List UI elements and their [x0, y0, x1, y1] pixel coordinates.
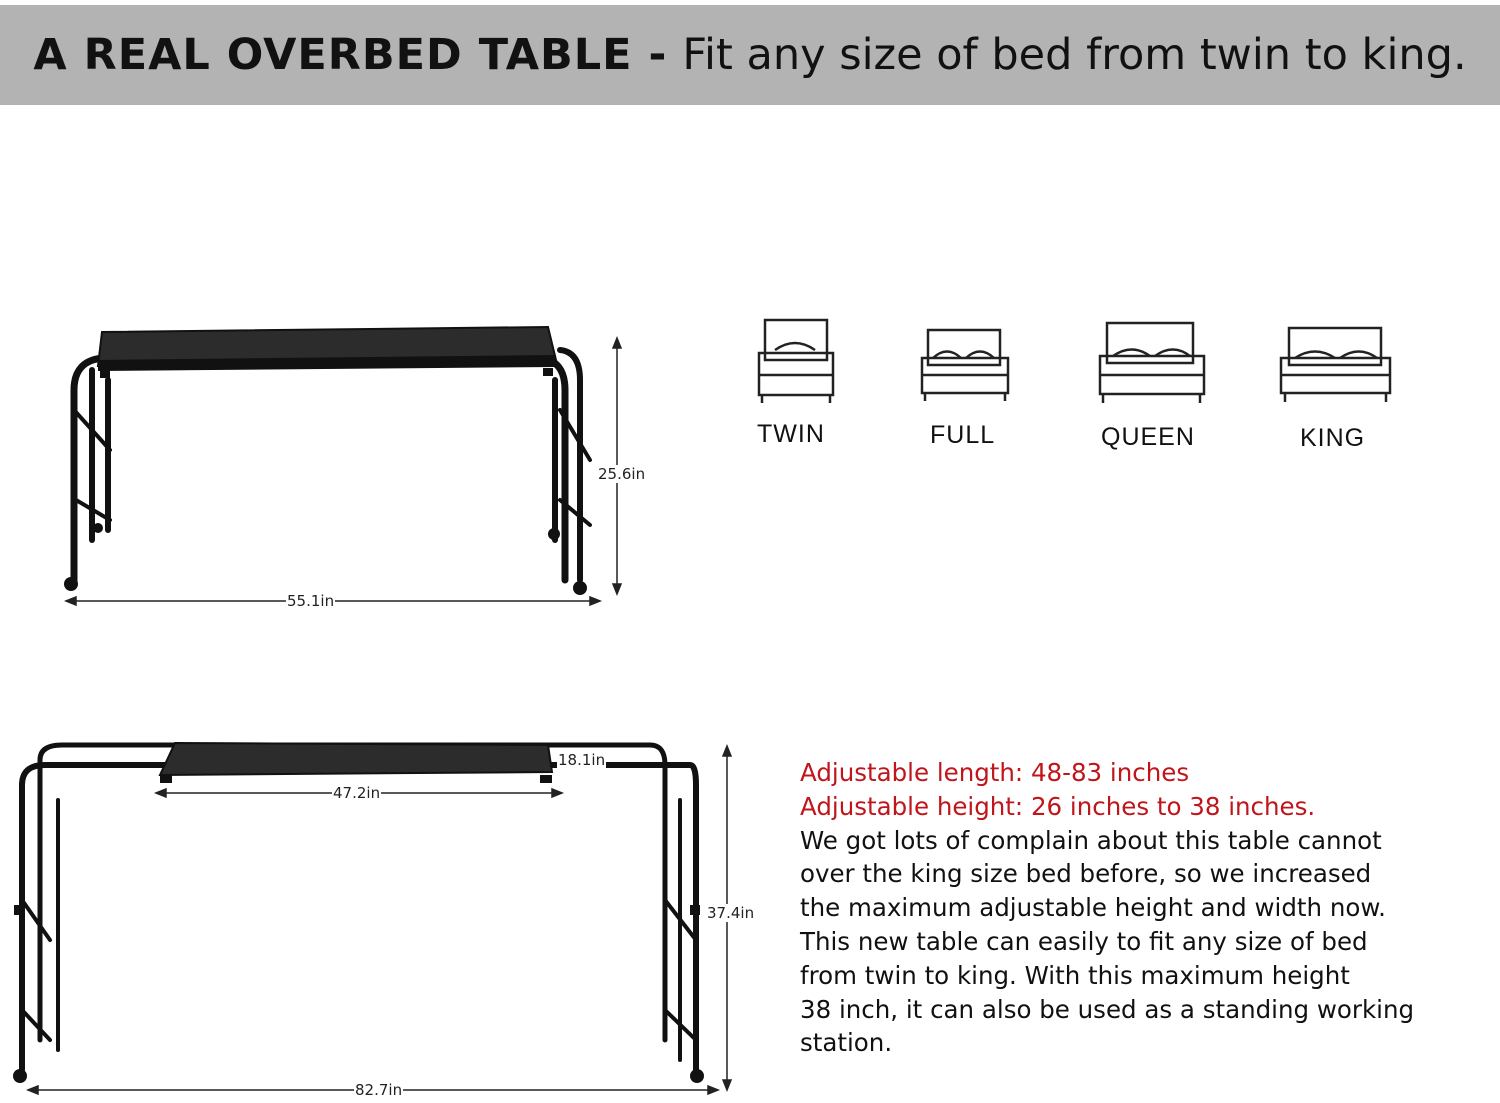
- large-table-top-width-label: 47.2in: [333, 784, 381, 802]
- large-table-height-label: 37.4in: [707, 904, 755, 922]
- description-line: over the king size bed before, so we increased: [800, 859, 1372, 889]
- description-block: [800, 756, 1490, 1060]
- bed-label-queen: QUEEN: [1101, 423, 1195, 451]
- description-line: the maximum adjustable height and width now.: [800, 893, 1386, 923]
- description-line: This new table can easily to fit any size of bed: [800, 926, 1368, 956]
- description-line: 38 inch, it can also be used as a standing working: [800, 994, 1415, 1024]
- small-table-height-label: 25.6in: [598, 465, 646, 483]
- description-line: from twin to king. With this maximum height: [800, 960, 1350, 990]
- description-line: station.: [800, 1028, 893, 1058]
- large-table-length-label: 82.7in: [355, 1081, 403, 1099]
- banner-bold-title: A REAL OVERBED TABLE: [33, 30, 633, 80]
- banner-subtitle: Fit any size of bed from twin to king.: [682, 30, 1467, 80]
- banner-separator: -: [648, 30, 667, 80]
- bed-label-twin: TWIN: [757, 420, 825, 448]
- bed-label-full: FULL: [930, 421, 996, 449]
- large-table-depth-label: 18.1in: [558, 751, 606, 769]
- adjustable-length-text: Adjustable length: 48-83 inches: [800, 758, 1190, 787]
- small-table-width-label: 55.1in: [287, 592, 335, 610]
- bed-label-king: KING: [1300, 424, 1366, 452]
- description-line: We got lots of complain about this table cannot: [800, 825, 1382, 855]
- adjustable-height-text: Adjustable height: 26 inches to 38 inches.: [800, 791, 1316, 821]
